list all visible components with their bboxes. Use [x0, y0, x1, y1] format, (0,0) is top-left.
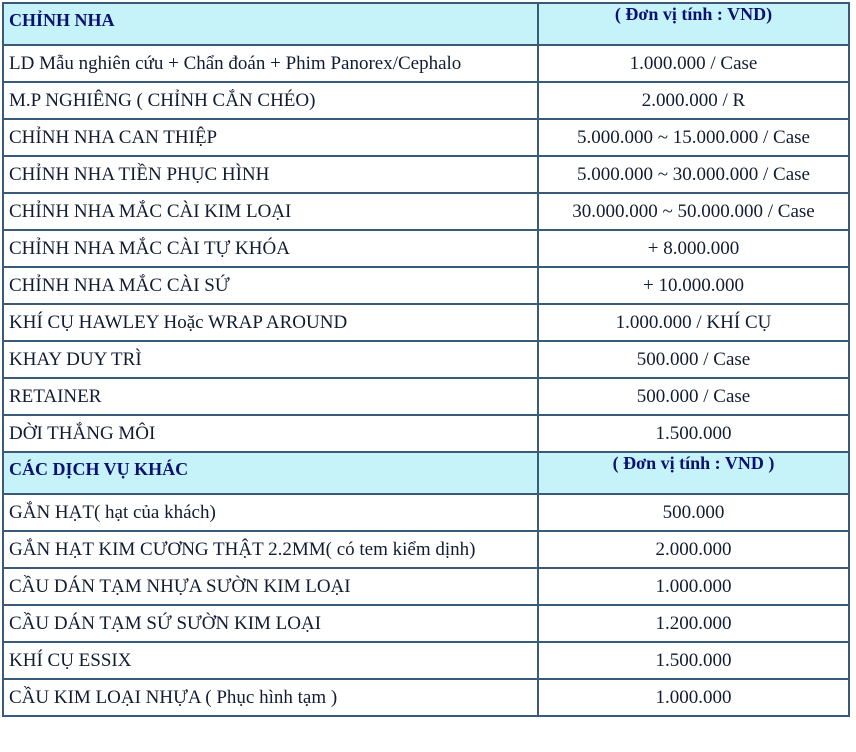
- service-name: M.P NGHIÊNG ( CHỈNH CẮN CHÉO): [3, 82, 538, 119]
- table-row: [3, 679, 849, 716]
- service-price: 1.000.000: [538, 679, 849, 716]
- service-name: RETAINER: [3, 378, 538, 415]
- table-row: [3, 230, 849, 267]
- service-price: 1.000.000: [538, 568, 849, 605]
- table-row: [3, 45, 849, 82]
- section-header-orthodontics: [3, 3, 849, 45]
- section-title: CÁC DỊCH VỤ KHÁC: [3, 452, 538, 494]
- service-price: 1.000.000 / Case: [538, 45, 849, 82]
- service-price: 500.000 / Case: [538, 341, 849, 378]
- section-title: CHỈNH NHA: [3, 3, 538, 45]
- table-row: [3, 119, 849, 156]
- service-price: 500.000 / Case: [538, 378, 849, 415]
- table-row: [3, 494, 849, 531]
- table-row: [3, 193, 849, 230]
- service-name: DỜI THẮNG MÔI: [3, 415, 538, 452]
- service-price: 1.500.000: [538, 415, 849, 452]
- section-header-other-services: [3, 452, 849, 494]
- table-row: [3, 605, 849, 642]
- service-name: GẮN HẠT( hạt của khách): [3, 494, 538, 531]
- service-price: 30.000.000 ~ 50.000.000 / Case: [538, 193, 849, 230]
- service-name: KHÍ CỤ ESSIX: [3, 642, 538, 679]
- table-row: [3, 642, 849, 679]
- service-name: CẦU DÁN TẠM NHỰA SƯỜN KIM LOẠI: [3, 568, 538, 605]
- table-row: [3, 531, 849, 568]
- table-row: [3, 267, 849, 304]
- table-row: [3, 82, 849, 119]
- service-price: 1.500.000: [538, 642, 849, 679]
- table-row: [3, 156, 849, 193]
- service-price: 2.000.000: [538, 531, 849, 568]
- service-price: 2.000.000 / R: [538, 82, 849, 119]
- service-name: GẮN HẠT KIM CƯƠNG THẬT 2.2MM( có tem kiểm dịnh): [3, 531, 538, 568]
- service-name: CHỈNH NHA MẮC CÀI TỰ KHÓA: [3, 230, 538, 267]
- service-price: 1.200.000: [538, 605, 849, 642]
- service-name: CHỈNH NHA CAN THIỆP: [3, 119, 538, 156]
- service-name: CẦU KIM LOẠI NHỰA ( Phục hình tạm ): [3, 679, 538, 716]
- table-row: [3, 341, 849, 378]
- service-name: KHÍ CỤ HAWLEY Hoặc WRAP AROUND: [3, 304, 538, 341]
- service-price: 5.000.000 ~ 30.000.000 / Case: [538, 156, 849, 193]
- service-name: LD Mẫu nghiên cứu + Chẩn đoán + Phim Panorex/Cephalo: [3, 45, 538, 82]
- service-name: CHỈNH NHA MẮC CÀI SỨ: [3, 267, 538, 304]
- section-unit: ( Đơn vị tính : VND ): [538, 452, 849, 494]
- service-name: CHỈNH NHA TIỀN PHỤC HÌNH: [3, 156, 538, 193]
- table-row: [3, 415, 849, 452]
- section-unit: ( Đơn vị tính : VND): [538, 3, 849, 45]
- price-table: [2, 2, 850, 717]
- service-name: CẦU DÁN TẠM SỨ SƯỜN KIM LOẠI: [3, 605, 538, 642]
- service-price: + 8.000.000: [538, 230, 849, 267]
- service-price: 5.000.000 ~ 15.000.000 / Case: [538, 119, 849, 156]
- table-row: [3, 304, 849, 341]
- service-price: + 10.000.000: [538, 267, 849, 304]
- service-price: 1.000.000 / KHÍ CỤ: [538, 304, 849, 341]
- service-price: 500.000: [538, 494, 849, 531]
- table-row: [3, 568, 849, 605]
- service-name: KHAY DUY TRÌ: [3, 341, 538, 378]
- service-name: CHỈNH NHA MẮC CÀI KIM LOẠI: [3, 193, 538, 230]
- table-row: [3, 378, 849, 415]
